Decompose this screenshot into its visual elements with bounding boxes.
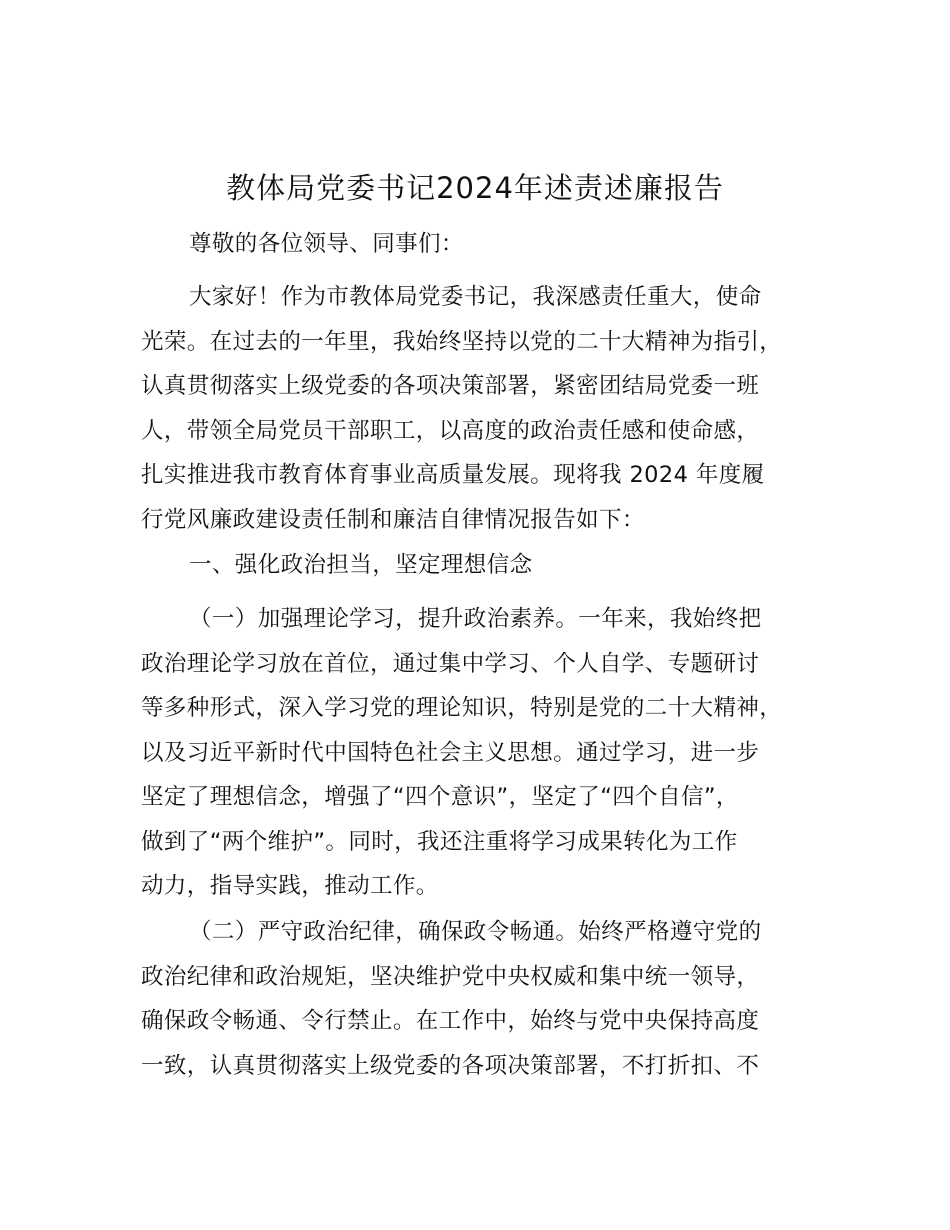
section-1-heading: 一、强化政治担当，坚定理想信念 [189,552,533,578]
paragraph-line: 大家好！作为市教体局党委书记，我深感责任重大，使命 [189,284,762,310]
paragraph-political-discipline [141,910,841,1088]
paragraph-intro [141,275,841,542]
paragraph-line: 确保政令畅通、令行禁止。在工作中，始终与党中央保持高度 [141,1008,760,1034]
salutation: 尊敬的各位领导、同事们： [189,231,464,257]
paragraph-line: 行党风廉政建设责任制和廉洁自律情况报告如下： [141,506,645,533]
document-title: 教体局党委书记2024年述责述廉报告 [226,171,724,205]
paragraph-line: 坚定了理想信念，增强了“四个意识”，坚定了“四个自信”， [141,784,739,810]
paragraph-line: （一）加强理论学习，提升政治素养。一年来，我始终把 [189,606,762,632]
paragraph-line: 做到了“两个维护”。同时，我还注重将学习成果转化为工作 [141,828,738,855]
paragraph-line: 人，带领全局党员干部职工，以高度的政治责任感和使命感， [141,417,760,444]
paragraph-line: 一致，认真贯彻落实上级党委的各项决策部署，不打折扣、不 [141,1052,760,1079]
paragraph-line: 政治理论学习放在首位，通过集中学习、个人自学、专题研讨 [141,650,760,677]
paragraph-line: 动力，指导实践，推动工作。 [141,873,439,899]
paragraph-line: 以及习近平新时代中国特色社会主义思想。通过学习，进一步 [141,739,760,766]
paragraph-line: 光荣。在过去的一年里，我始终坚持以党的二十大精神为指引， [141,328,783,355]
paragraph-line: 政治纪律和政治规矩，坚决维护党中央权威和集中统一领导， [141,963,760,990]
paragraph-line: 认真贯彻落实上级党委的各项决策部署，紧密团结局党委一班 [141,373,760,399]
section-heading-block [141,543,841,588]
paragraph-line: （二）严守政治纪律，确保政令畅通。始终严格遵守党的 [189,919,762,945]
paragraph-theory-study [141,597,841,909]
paragraph-line: 扎实推进我市教育体育事业高质量发展。现将我 2024 年度履 [141,462,765,488]
paragraph-line: 等多种形式，深入学习党的理论知识，特别是党的二十大精神， [141,695,783,721]
salutation-block [141,222,841,267]
